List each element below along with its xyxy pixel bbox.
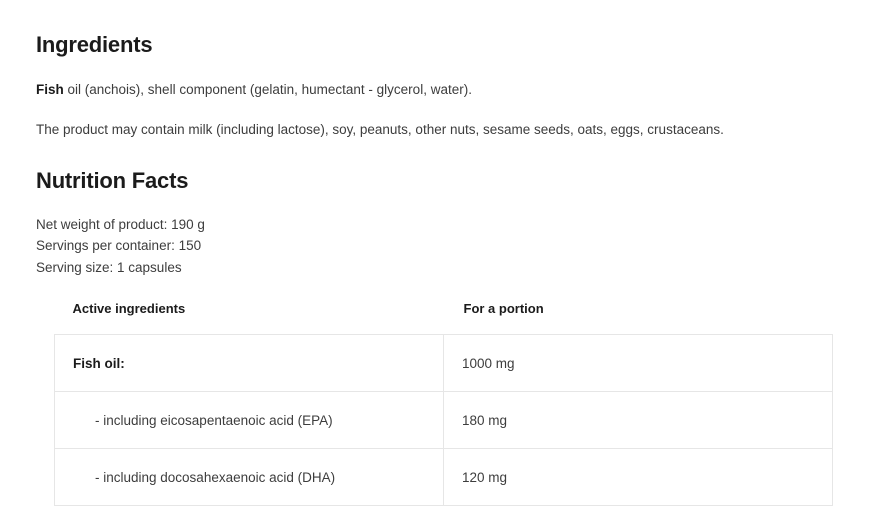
row-value: 180 mg [444, 392, 833, 449]
table-row [55, 335, 833, 392]
row-name [55, 392, 444, 449]
nutrition-facts-list [36, 214, 851, 280]
fact-serving-size: Serving size: 1 capsules [36, 260, 182, 276]
page-title-nutrition: Nutrition Facts [36, 167, 189, 193]
row-name-text: - including docosahexaenoic acid (DHA) [95, 469, 336, 485]
nutrition-table [54, 301, 833, 506]
fact-net-weight: Net weight of product: 190 g [36, 216, 205, 232]
ingredients-rest: oil (anchois), shell component (gelatin, humectant - glycerol, water). [63, 82, 472, 97]
nutrition-table-wrapper [36, 301, 851, 506]
column-header-active-ingredients: Active ingredients [72, 301, 186, 317]
row-name-text: - including eicosapentaenoic acid (EPA) [95, 412, 333, 428]
row-value: 120 mg [444, 449, 833, 506]
row-name [55, 449, 444, 506]
ingredients-text [36, 80, 851, 100]
table-row [55, 449, 833, 506]
row-name: Fish oil: [55, 335, 444, 392]
column-header-for-a-portion: For a portion [463, 301, 544, 317]
allergen-text: The product may contain milk (including lactose), soy, peanuts, other nuts, sesame seeds, oats, eggs, crustaceans. [36, 122, 724, 138]
ingredients-lead: Fish [36, 82, 64, 97]
table-header-row [55, 301, 833, 335]
table-row [55, 392, 833, 449]
page-title-ingredients: Ingredients [36, 32, 153, 57]
fact-servings-per-container: Servings per container: 150 [36, 238, 202, 254]
row-value: 1000 mg [444, 335, 833, 392]
